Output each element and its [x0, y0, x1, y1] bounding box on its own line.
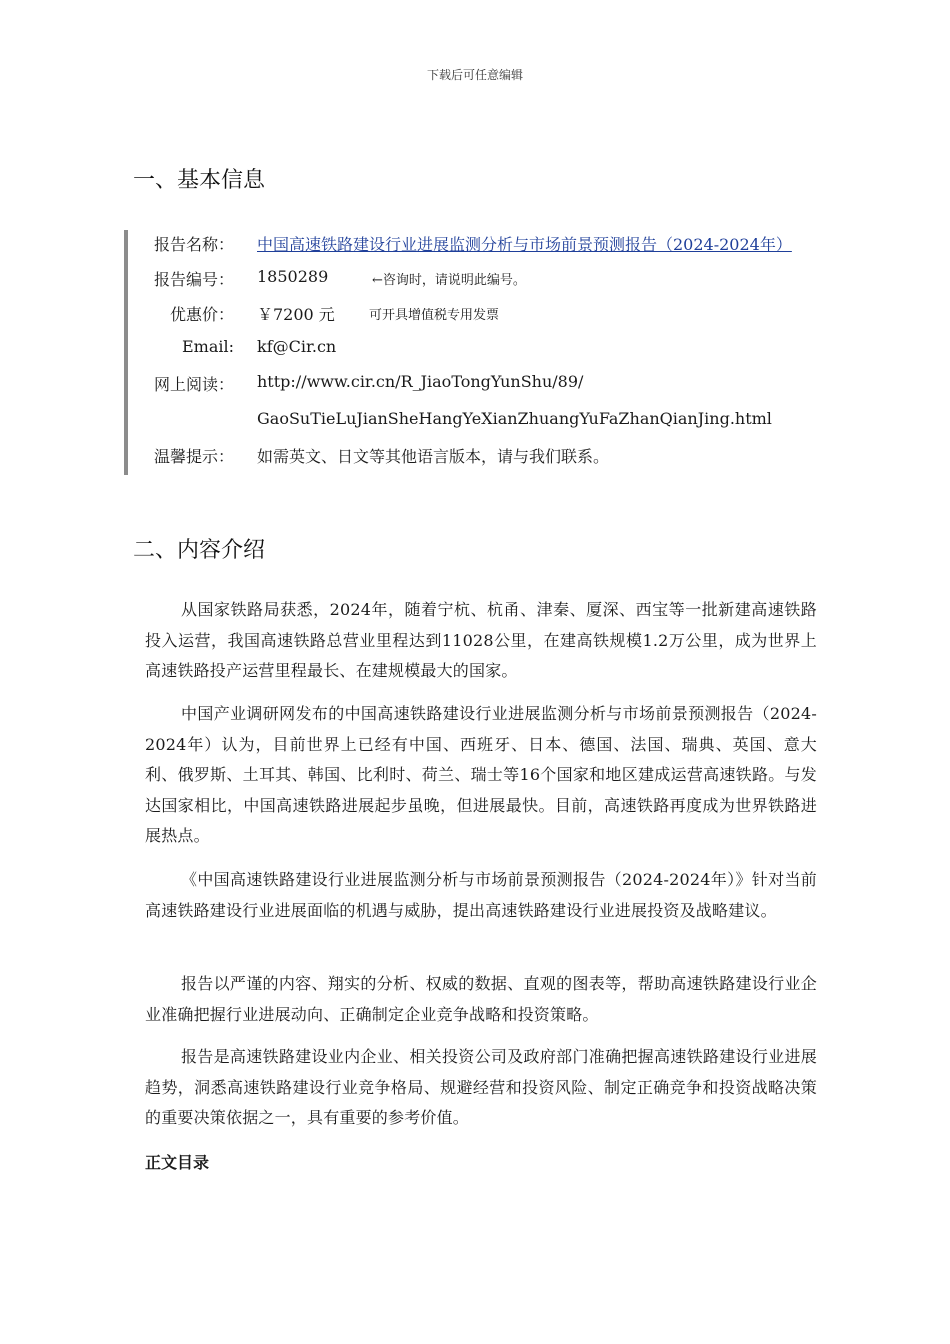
paragraph: 从国家铁路局获悉，2024年，随着宁杭、杭甬、津秦、厦深、西宝等一批新建高速铁路投入运营，我国高速铁路总营业里程达到11028公里，在建高铁规模1.2万公里，成为世界上高速铁路投产运营里程最长、在建规模最大的国家。 — [145, 600, 817, 680]
url-line-2[interactable]: GaoSuTieLuJianSheHangYeXianZhuangYuFaZhanQianJing.html — [257, 409, 772, 428]
info-box — [124, 230, 848, 475]
url-line-1[interactable]: http://www.cir.cn/R_JiaoTongYunShu/89/ — [257, 372, 584, 391]
toc-title: 正文目录 — [145, 1153, 210, 1172]
section-heading-basic-info: 一、基本信息 — [133, 168, 266, 193]
email-value[interactable]: kf@Cir.cn — [257, 337, 337, 356]
price-value: ￥7200 元 — [257, 305, 335, 324]
report-name-label: 报告名称： — [153, 235, 234, 254]
tip-label: 温馨提示： — [153, 447, 234, 466]
report-id-note: ←咨询时，请说明此编号。 — [372, 273, 526, 288]
url-label: 网上阅读： — [153, 375, 234, 394]
email-label: Email: — [181, 337, 234, 356]
price-label: 优惠价： — [169, 305, 234, 324]
paragraph: 《中国高速铁路建设行业进展监测分析与市场前景预测报告（2024-2024年）》针对当前高速铁路建设行业进展面临的机遇与威胁，提出高速铁路建设行业进展投资及战略建议。 — [145, 870, 817, 920]
report-id-value: 1850289 — [257, 267, 329, 286]
report-name-link[interactable]: 中国高速铁路建设行业进展监测分析与市场前景预测报告（2024-2024年） — [257, 235, 792, 254]
paragraph: 报告以严谨的内容、翔实的分析、权威的数据、直观的图表等，帮助高速铁路建设行业企业准确把握行业进展动向、正确制定企业竞争战略和投资策略。 — [145, 974, 817, 1024]
paragraph: 中国产业调研网发布的中国高速铁路建设行业进展监测分析与市场前景预测报告（2024-2024年）认为，目前世界上已经有中国、西班牙、日本、德国、法国、瑞典、英国、意大利、俄罗斯、土耳其、韩国、比利时、荷兰、瑞士等16个国家和地区建成运营高速铁路。与发达国家相比，中国高速铁路进展起步虽晚，但进展最快。目前，高速铁路再度成为世界铁路进展热点。 — [145, 704, 817, 845]
section-heading-content-intro: 二、内容介绍 — [133, 538, 266, 563]
tip-value: 如需英文、日文等其他语言版本，请与我们联系。 — [257, 447, 610, 466]
paragraph: 报告是高速铁路建设业内企业、相关投资公司及政府部门准确把握高速铁路建设行业进展趋势，洞悉高速铁路建设行业竞争格局、规避经营和投资风险、制定正确竞争和投资战略决策的重要决策依据之一，具有重要的参考价值。 — [145, 1047, 817, 1127]
report-id-label: 报告编号： — [153, 270, 234, 289]
price-note: 可开具增值税专用发票 — [369, 308, 500, 323]
page-header: 下载后可任意编辑 — [426, 68, 523, 82]
